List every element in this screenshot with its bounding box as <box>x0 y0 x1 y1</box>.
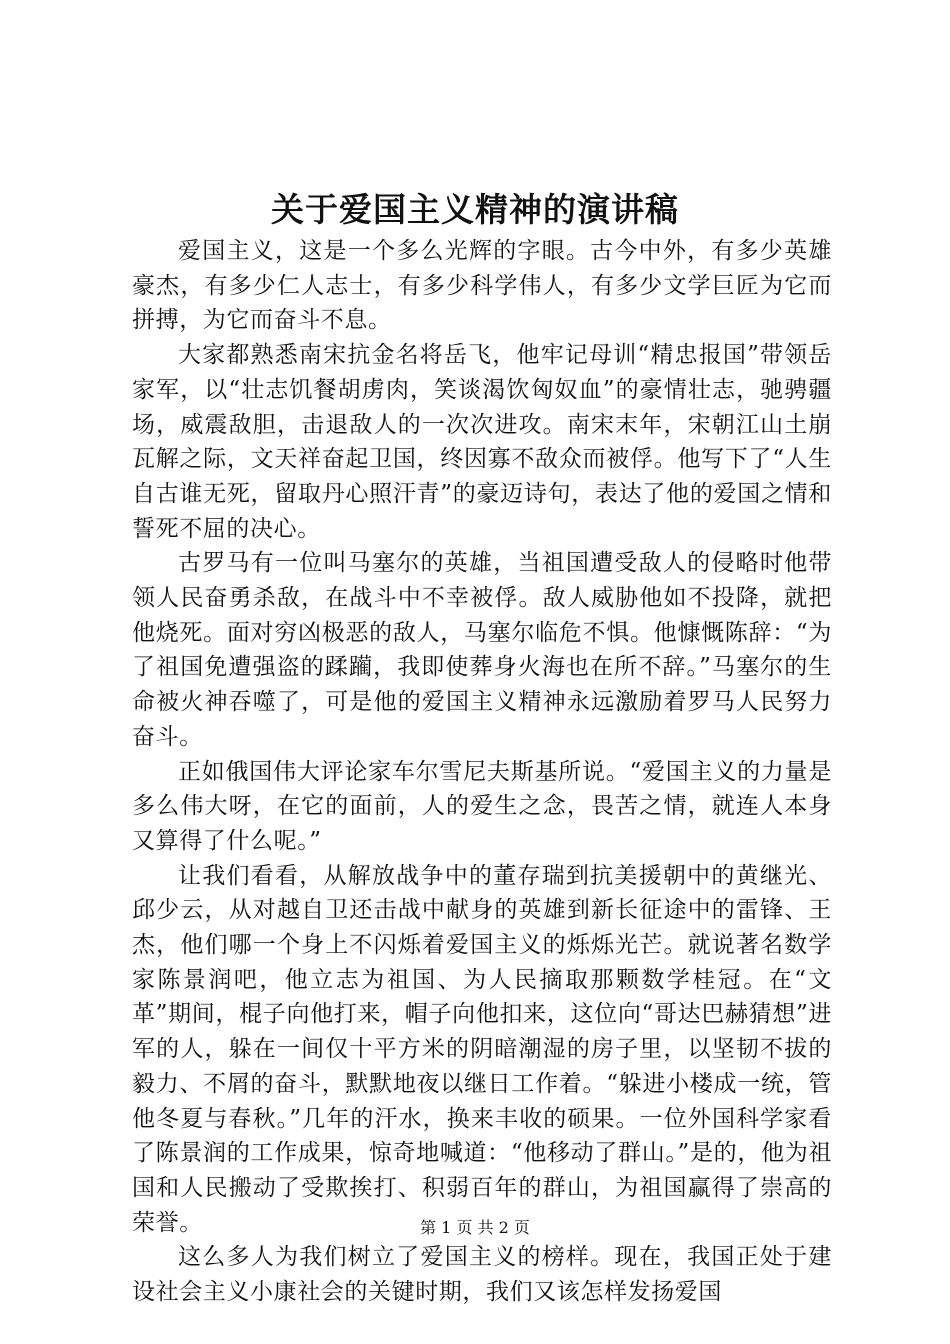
paragraph-4: 正如俄国伟大评论家车尔雪尼夫斯基所说。“爱国主义的力量是多么伟大呀，在它的面前，人的爱生之念，畏苦之情，就连人本身又算得了什么呢。” <box>132 758 832 854</box>
document-body <box>132 234 832 1310</box>
paragraph-3: 古罗马有一位叫马塞尔的英雄，当祖国遭受敌人的侵略时他带领人民奋勇杀敌，在战斗中不幸被俘。敌人威胁他如不投降，就把他烧死。面对穷凶极恶的敌人，马塞尔临危不惧。他慷慨陈辞：“为了祖国免遭强盗的蹂躏，我即使葬身火海也在所不辞。”马塞尔的生命被火神吞噬了，可是他的爱国主义精神永远激励着罗马人民努力奋斗。 <box>132 550 832 750</box>
document-title: 关于爱国主义精神的演讲稿 <box>271 190 679 229</box>
page-footer: 第 1 页 共 2 页 <box>420 1218 530 1237</box>
paragraph-2: 大家都熟悉南宋抗金名将岳飞，他牢记母训“精忠报国”带领岳家军，以“壮志饥餐胡虏肉，笑谈渴饮匈奴血”的豪情壮志，驰骋疆场，威震敌胆，击退敌人的一次次进攻。南宋末年，宋朝江山土崩瓦解之际，文天祥奋起卫国，终因寡不敌众而被俘。他写下了“人生自古谁无死，留取丹心照汗青”的豪迈诗句，表达了他的爱国之情和誓死不屈的决心。 <box>132 342 832 542</box>
paragraph-6: 这么多人为我们树立了爱国主义的榜样。现在，我国正处于建设社会主义小康社会的关键时期，我们又该怎样发扬爱国 <box>132 1244 832 1306</box>
paragraph-1: 爱国主义，这是一个多么光辉的字眼。古今中外，有多少英雄豪杰，有多少仁人志士，有多少科学伟人，有多少文学巨匠为它而拼搏，为它而奋斗不息。 <box>132 238 832 334</box>
paragraph-5: 让我们看看，从解放战争中的董存瑞到抗美援朝中的黄继光、邱少云，从对越自卫还击战中献身的英雄到新长征途中的雷锋、王杰，他们哪一个身上不闪烁着爱国主义的烁烁光芒。就说著名数学家陈景润吧，他立志为祖国、为人民摘取那颗数学桂冠。在“文革”期间，棍子向他打来，帽子向他扣来，这位向“哥达巴赫猜想”进军的人，躲在一间仅十平方米的阴暗潮湿的房子里，以坚韧不拔的毅力、不屑的奋斗，默默地夜以继日工作着。“躲进小楼成一统，管他冬夏与春秋。”几年的汗水，换来丰收的硕果。一位外国科学家看了陈景润的工作成果，惊奇地喊道：“他移动了群山。”是的，他为祖国和人民搬动了受欺挨打、积弱百年的群山，为祖国赢得了崇高的荣誉。 <box>132 862 832 1236</box>
